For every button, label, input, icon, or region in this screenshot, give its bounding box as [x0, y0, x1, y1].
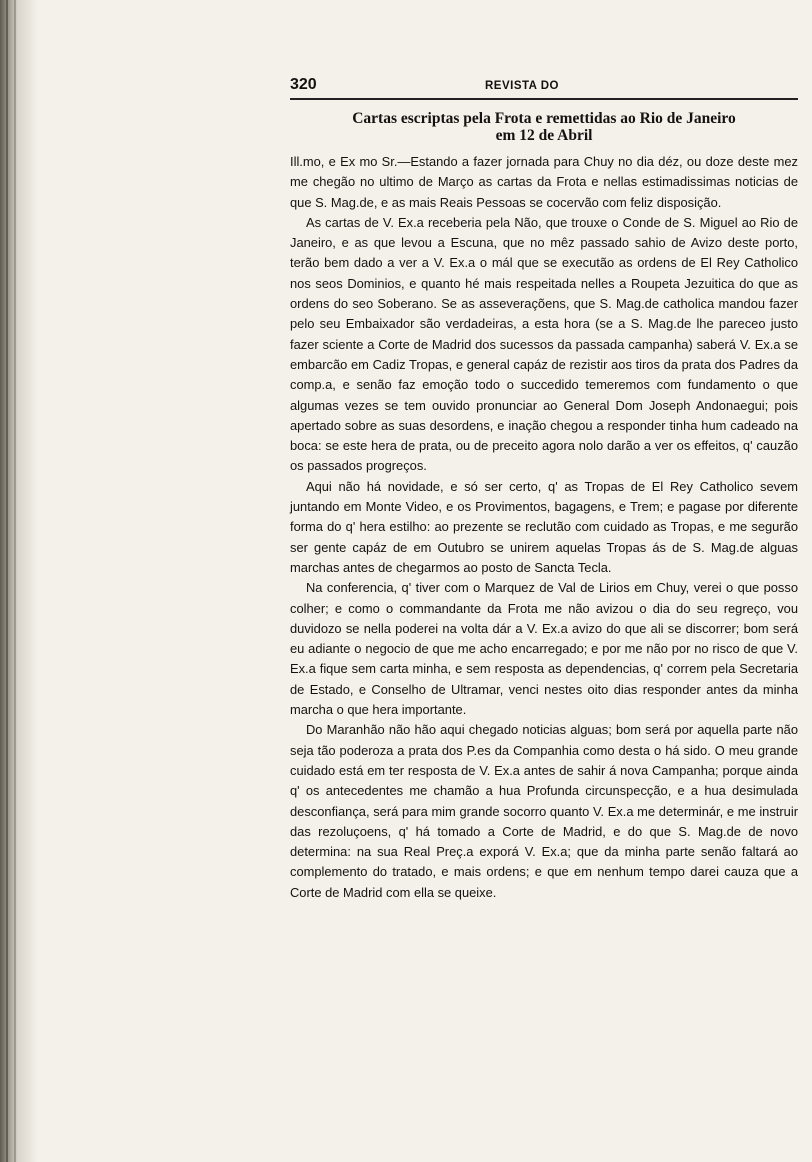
page-number: 320	[290, 76, 317, 93]
paragraph: Do Maranhão não hão aqui chegado noticias alguas; bom será por aquella parte não seja tão poderoza a prata dos P.es da Companhia como desta o há sido. O meu grande cuidado está em ter resposta de V. Ex.a antes de sahir á nova Campanha; porque ainda q' os antecedentes me chamão a hua Profunda circunspecção, e a hua desimulada desconfiança, será para mim grande socorro quanto V. Ex.a me determinár, e me instruir das rezoluçoens, q' há tomado a Corte de Madrid, e do que S. Mag.de de novo determina: na sua Real Preç.a exporá V. Ex.a; que da minha parte senão faltará ao complemento do tratado, e mais ordens; e que em nenhum tempo darei cauza que a Corte de Madrid com ella se queixe.	[290, 722, 798, 900]
article-heading	[290, 110, 798, 144]
journal-title: REVISTA DO	[485, 80, 560, 92]
running-head	[290, 76, 798, 100]
paragraph: As cartas de V. Ex.a receberia pela Não, que trouxe o Conde de S. Miguel ao Rio de Janeiro, e as que levou a Escuna, que no mêz passado sahio de Avizo deste porto, terão bem dado a ver a V. Ex.a o mál que se executão as ordens de El Rey Catholico nos seos Dominios, e quanto hé mais respeitada nelles a Roupeta Jezuitica do que as ordens do seo Soberano. Se as asseveraçõens, que S. Mag.de catholica mandou fazer pelo seu Embaixador são verdadeiras, a esta hora (se a S. Mag.de lhe pareceo justo fazer sciente a Corte de Madrid dos sucessos da passada campanha) saberá V. Ex.a se embarcão em Cadiz Tropas, e general capáz de rezistir aos tiros da prata dos Padres da comp.a, e senão faz emoção todo o succedido temeremos com fundamento o que algumas vezes se tem ouvido pronunciar ao General Dom Joseph Andonaegui; pois apertado sobre as suas desordens, e inação chegou a responder tinha hum cadeado na boca: se este hera de prata, ou de preceito agora nolo darão a ver os effeitos, q' cauzão os passados progreços.	[290, 214, 798, 474]
article-heading-line: Cartas escriptas pela Frota e remettidas ao Rio de Janeiro	[352, 110, 736, 127]
article-body	[290, 152, 798, 903]
article-heading-line: em 12 de Abril	[495, 127, 593, 144]
gutter-line	[6, 0, 8, 1162]
page	[290, 76, 798, 903]
gutter-line	[14, 0, 16, 1162]
paragraph: Aqui não há novidade, e só ser certo, q' as Tropas de El Rey Catholico sevem juntando em Monte Video, e os Provimentos, bagagens, e Trem; e pagase por diferente forma do q' hera estilho: ao prezente se reclutão com cuidado as Tropas, e me segurão ser gente capáz de em Outubro se unirem aquelas Tropas ás de S. Mag.de alguas marchas antes de chegarmos ao posto de Sancta Tecla.	[290, 478, 798, 575]
paragraph: Na conferencia, q' tiver com o Marquez de Val de Lirios em Chuy, verei o que posso colher; e como o commandante da Frota me não avizou o dia do seu regreço, vou duvidozo se nella poderei na volta dár a V. Ex.a avizo do que ali se discorrer; bom será eu adiante o negocio de que me acho encarregado; e por me não por no risco de que V. Ex.a fique sem carta minha, e sem resposta as dependencias, q' correm pela Secretaria de Estado, e Conselho de Ultramar, venci nestes oito dias responder antes da minha marcha o que hera importante.	[290, 580, 798, 718]
paragraph: Ill.mo, e Ex mo Sr.—Estando a fazer jornada para Chuy no dia déz, ou doze deste mez me chegão no ultimo de Março as cartas da Frota e nellas estimadissimas noticias de que S. Mag.de, e as mais Reais Pessoas se cocervão com feliz disposição.	[290, 154, 798, 210]
